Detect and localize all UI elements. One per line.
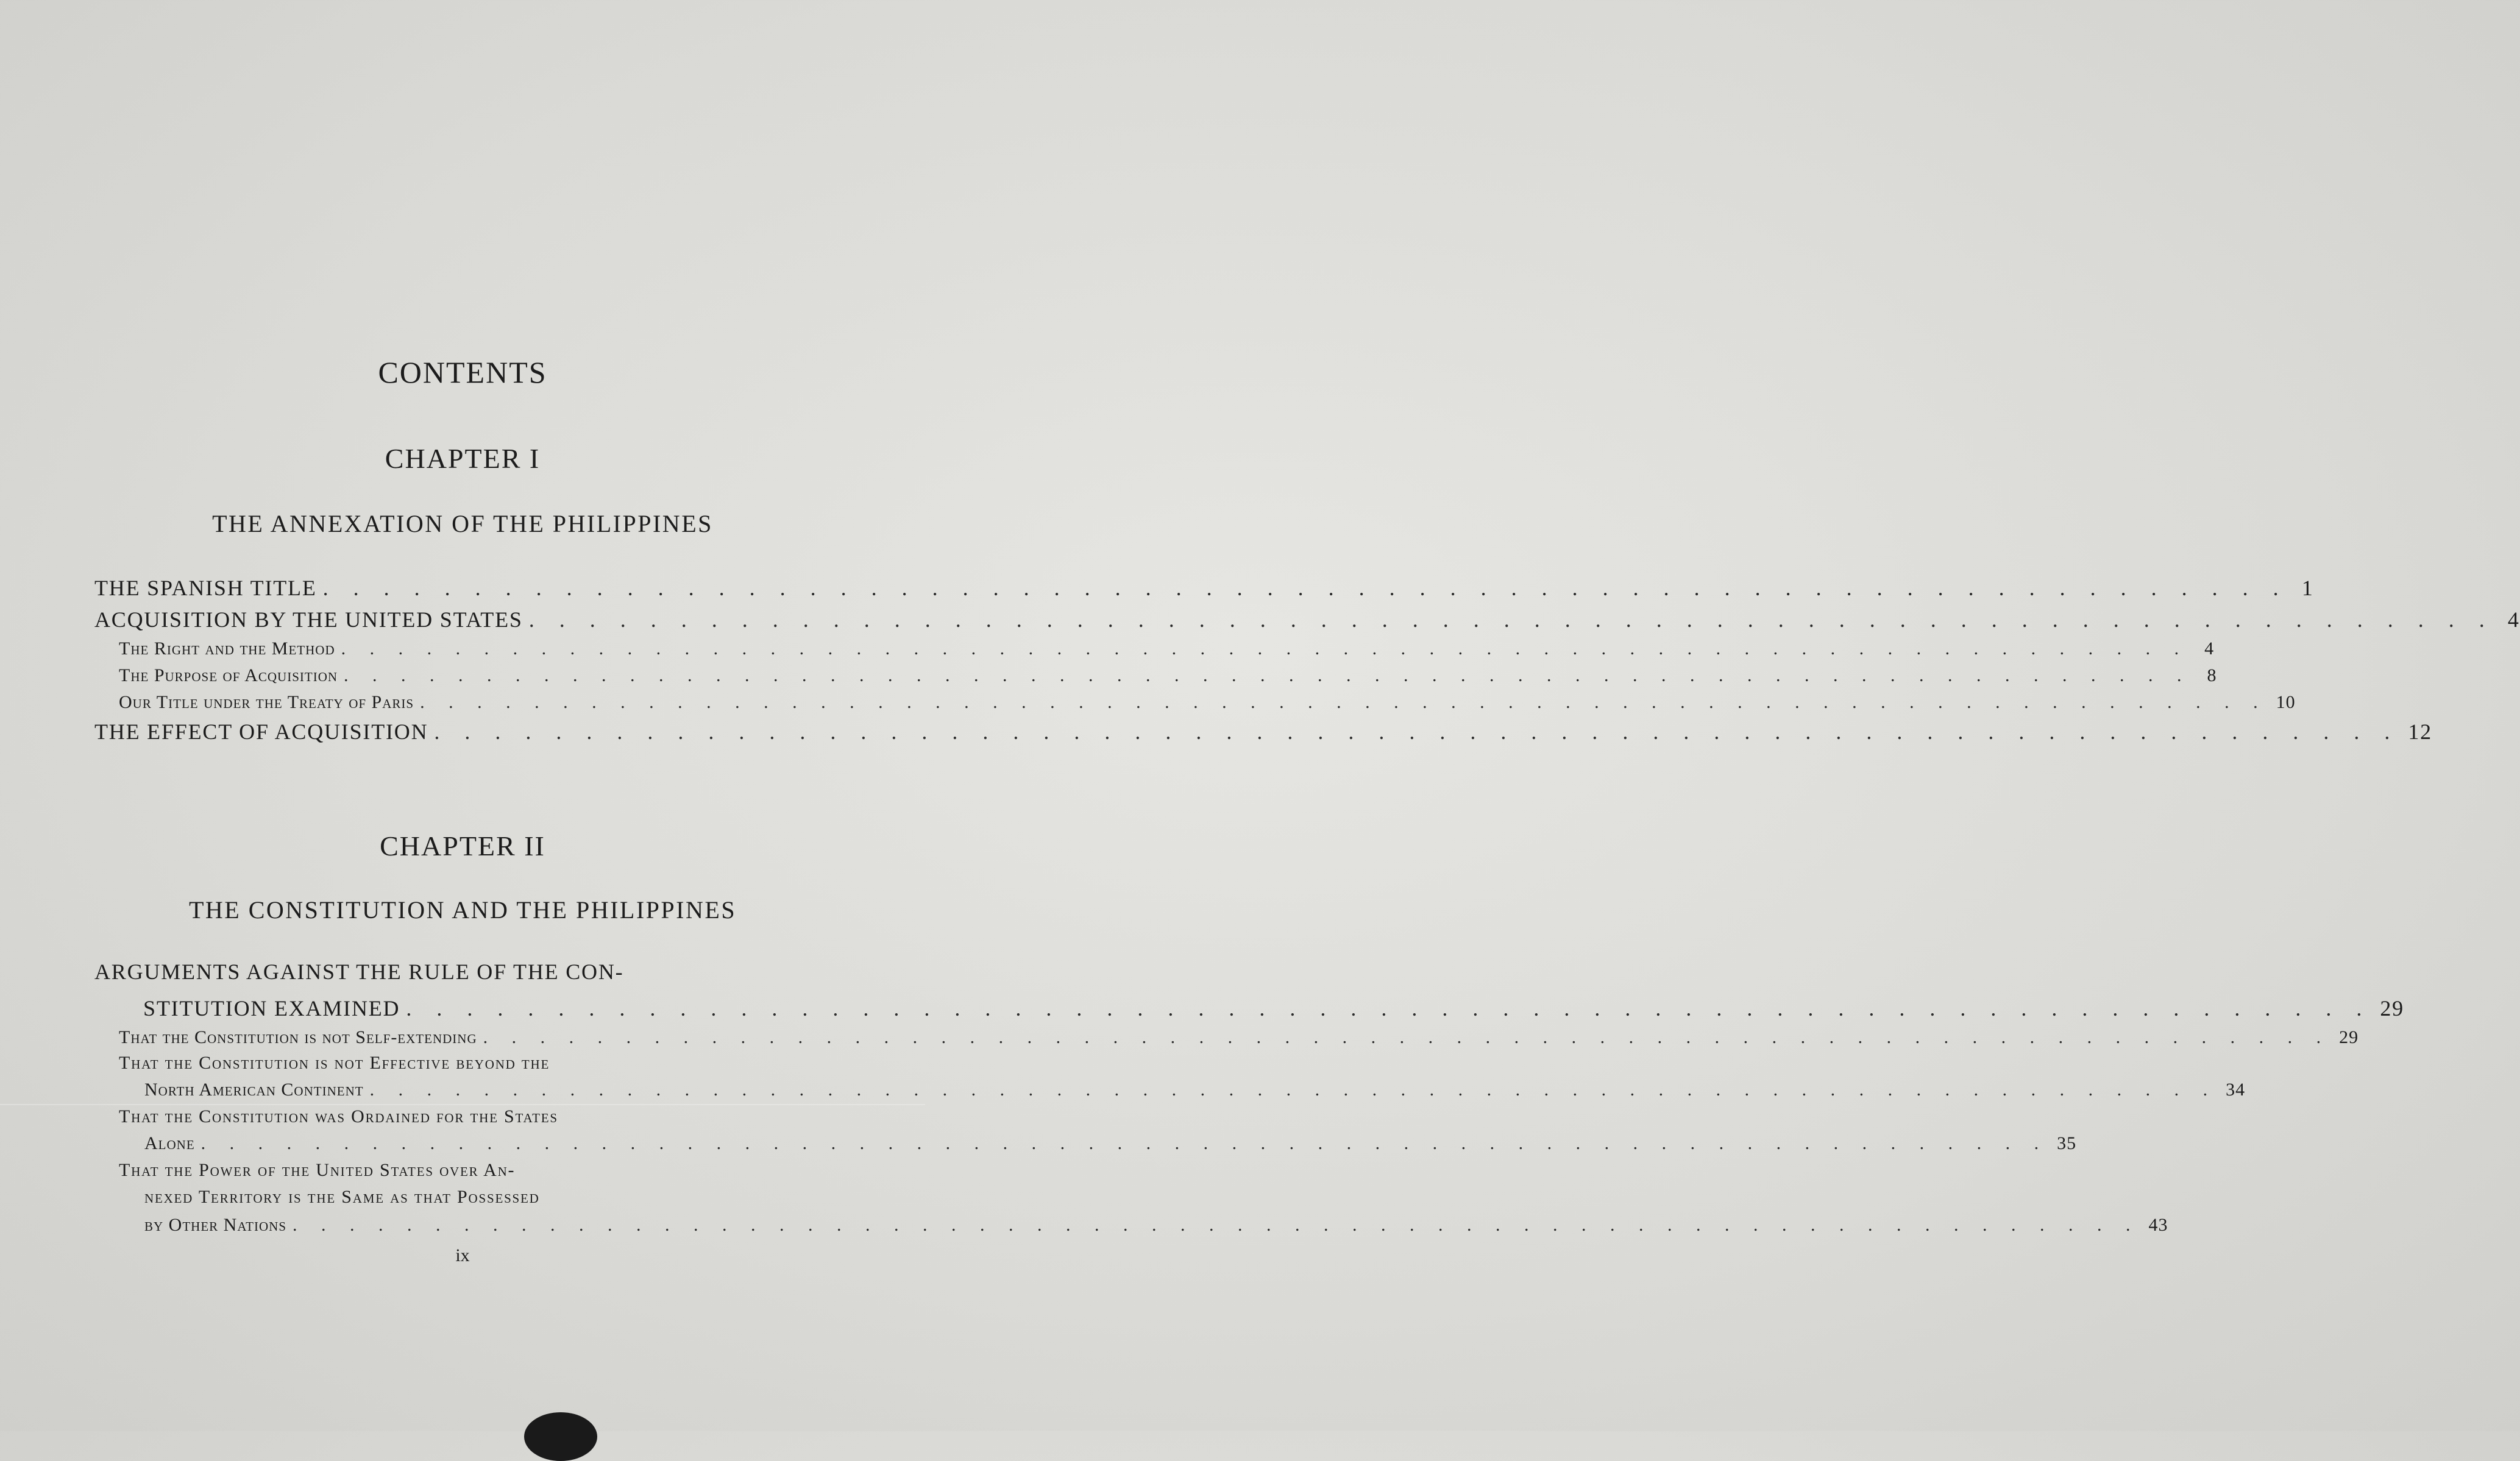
dot-leader: . . . . . . . . . . . . . . . . . . . . . . . . . . . . . . . . . . . . . . . . . . . . . . . . . . . . . . . . . . . . . . . . . [369,1080,2218,1100]
dot-leader: . . . . . . . . . . . . . . . . . . . . . . . . . . . . . . . . . . . . . . . . . . . . . . . . . . . . . . . . . . . . . . . . . [293,1215,2140,1235]
toc-entry-label: That the Constitution is not Self-extending [119,1027,477,1047]
scan-artifact-line [0,1104,925,1105]
dot-leader: . . . . . . . . . . . . . . . . . . . . . . . . . . . . . . . . . . . . . . . . . . . . . . . . . . . . . . . . . . . . . . . . . [434,720,2400,744]
dot-leader: . . . . . . . . . . . . . . . . . . . . . . . . . . . . . . . . . . . . . . . . . . . . . . . . . . . . . . . . . . . . . . . . . [420,692,2268,712]
toc-entry-page: 12 [2408,720,2432,744]
toc-entry-page: 43 [2148,1215,2168,1235]
dot-leader: . . . . . . . . . . . . . . . . . . . . . . . . . . . . . . . . . . . . . . . . . . . . . . . . . . . . . . . . . . . . . . . . . [528,607,2494,632]
contents-title: CONTENTS [378,355,547,389]
toc-entry-label: Our Title under the Treaty of Paris [119,692,414,712]
toc-entry-page: 29 [2380,996,2404,1021]
chapter-2-title: CHAPTER II [380,830,545,861]
toc-entry-page: 1 [2301,576,2314,600]
toc-entry-label-line: That the Power of the United States over An- [119,1160,516,1180]
toc-entry [94,607,2520,632]
toc-entry [144,1080,2246,1100]
toc-entry-page: 8 [2207,665,2217,685]
toc-entry-label: ACQUISITION BY THE UNITED STATES [94,607,523,632]
toc-entry [119,639,2215,659]
dot-leader: . . . . . . . . . . . . . . . . . . . . . . . . . . . . . . . . . . . . . . . . . . . . . . . . . . . . . . . . . . . . . . . . . [322,576,2288,600]
toc-entry-label: by Other Nations [144,1215,286,1235]
toc-entry-page: 10 [2276,692,2296,712]
dot-leader: . . . . . . . . . . . . . . . . . . . . . . . . . . . . . . . . . . . . . . . . . . . . . . . . . . . . . . . . . . . . . . . . . [341,639,2189,659]
page-number: ix [455,1245,470,1265]
dot-leader: . . . . . . . . . . . . . . . . . . . . . . . . . . . . . . . . . . . . . . . . . . . . . . . . . . . . . . . . . . . . . . . . . [344,665,2192,685]
toc-entry-label: STITUTION EXAMINED [143,996,400,1021]
toc-entry [144,1133,2077,1154]
toc-entry-page: 4 [2507,607,2520,632]
toc-entry-page: 4 [2204,639,2215,659]
toc-entry [144,1215,2168,1236]
toc-entry-page: 35 [2057,1133,2077,1153]
toc-entry-page: 34 [2226,1080,2246,1100]
chapter-2-subtitle: THE CONSTITUTION AND THE PHILIPPINES [188,896,737,924]
toc-entry-label-line: That the Constitution is not Effective beyond the [119,1053,550,1073]
toc-entry-label-line: nexed Territory is the Same as that Possessed [144,1187,540,1207]
toc-entry-label-line: ARGUMENTS AGAINST THE RULE OF THE CON- [94,960,624,984]
dot-leader: . . . . . . . . . . . . . . . . . . . . . . . . . . . . . . . . . . . . . . . . . . . . . . . . . . . . . . . . . . . . . . . . . [406,996,2372,1021]
toc-entry [94,719,2432,745]
chapter-1-subtitle: THE ANNEXATION OF THE PHILIPPINES [212,510,713,537]
toc-entry-label: THE SPANISH TITLE [94,576,317,600]
toc-entry [143,996,2404,1021]
toc-entry-label-line: That the Constitution was Ordained for the States [119,1106,558,1127]
toc-entry [94,575,2314,601]
toc-entry-label: THE EFFECT OF ACQUISITION [94,720,428,744]
toc-entry [119,665,2217,686]
toc-entry [119,692,2296,713]
toc-entry-label: The Right and the Method [119,639,335,659]
ink-blot [524,1412,597,1461]
toc-entry-label: The Purpose of Acquisition [119,665,338,685]
toc-entry-label: Alone [144,1133,195,1153]
toc-entry-page: 29 [2339,1027,2359,1047]
toc-entry [119,1027,2359,1048]
dot-leader: . . . . . . . . . . . . . . . . . . . . . . . . . . . . . . . . . . . . . . . . . . . . . . . . . . . . . . . . . . . . . . . . . [201,1133,2049,1153]
toc-entry-label: North American Continent [144,1080,364,1100]
dot-leader: . . . . . . . . . . . . . . . . . . . . . . . . . . . . . . . . . . . . . . . . . . . . . . . . . . . . . . . . . . . . . . . . . [483,1027,2331,1047]
chapter-1-title: CHAPTER I [385,443,541,474]
